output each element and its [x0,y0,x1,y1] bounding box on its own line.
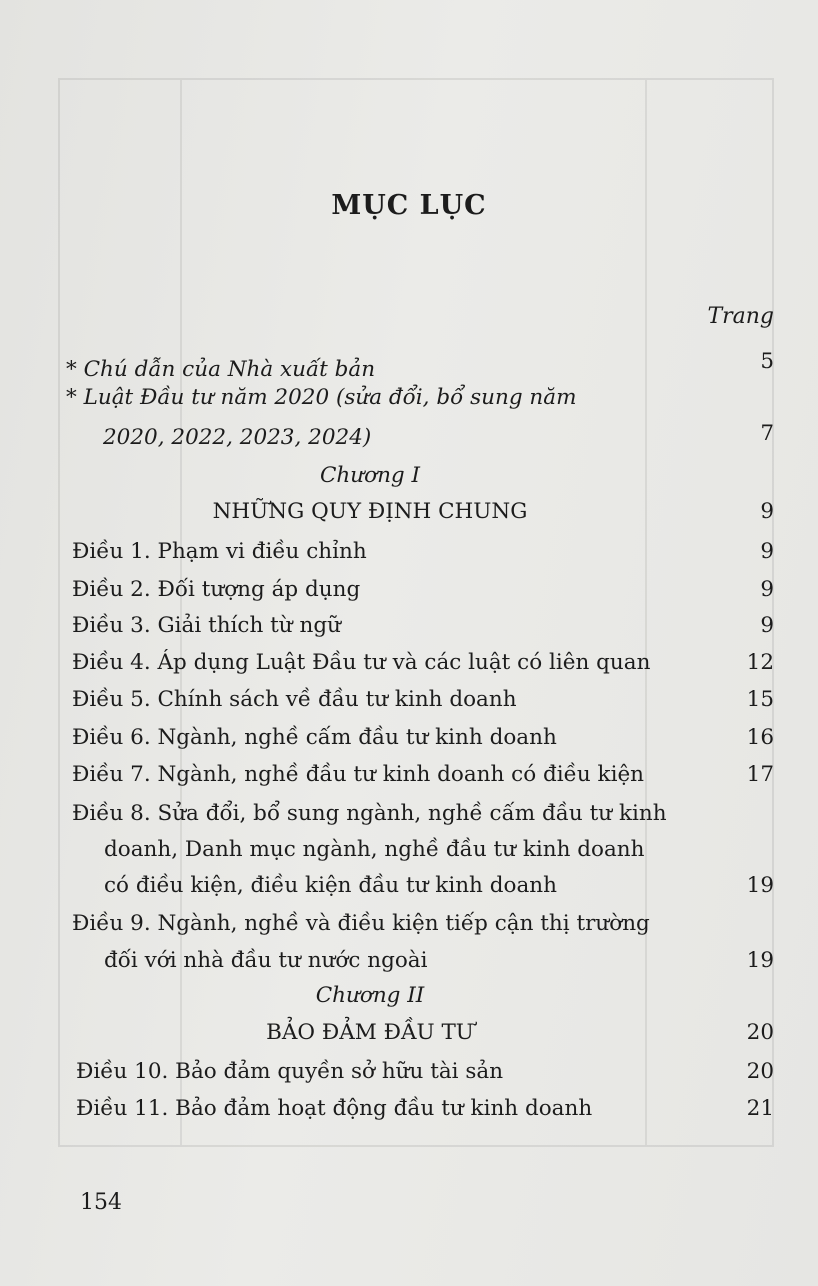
entry-text-cont: đối với nhà đầu tư nước ngoài [104,948,428,973]
entry-page: 9 [760,613,774,638]
entry-page: 15 [746,687,774,712]
entry-text: Điều 3. Giải thích từ ngữ [72,613,341,638]
toc-title: MỤC LỤC [331,190,487,221]
chapter-title: NHỮNG QUY ĐỊNH CHUNG [212,499,528,524]
entry-text: Điều 6. Ngành, nghề cấm đầu tư kinh doanh [72,725,557,750]
chapter-number: Chương II [315,983,425,1008]
entry-page: 5 [760,349,774,374]
entry-text-cont: có điều kiện, điều kiện đầu tư kinh doanh [104,873,557,898]
entry-page: 19 [746,873,774,898]
entry-text: Điều 4. Áp dụng Luật Đầu tư và các luật có liên quan [72,650,651,675]
entry-text: Điều 7. Ngành, nghề đầu tư kinh doanh có điều kiện [72,762,645,787]
entry-page: 9 [760,577,774,602]
entry-page: 16 [746,725,774,750]
entry-text: Điều 11. Bảo đảm hoạt động đầu tư kinh doanh [76,1096,593,1121]
entry-page: 9 [760,499,774,524]
entry-text: Điều 5. Chính sách về đầu tư kinh doanh [72,687,517,712]
entry-page: 17 [746,762,774,787]
entry-text-cont: 2020, 2022, 2023, 2024) [103,425,372,450]
page-column-label: Trang [707,304,774,329]
page-number: 154 [80,1190,122,1215]
entry-page: 7 [760,421,774,446]
entry-text: Điều 2. Đối tượng áp dụng [72,577,361,602]
entry-page: 12 [746,650,774,675]
entry-text: Điều 9. Ngành, nghề và điều kiện tiếp cận thị trường [72,911,650,936]
entry-text: * Chú dẫn của Nhà xuất bản [66,357,376,382]
chapter-number: Chương I [319,463,421,488]
entry-text: Điều 8. Sửa đổi, bổ sung ngành, nghề cấm đầu tư kinh [72,801,667,826]
entry-text: Điều 10. Bảo đảm quyền sở hữu tài sản [76,1059,504,1084]
entry-text-cont: doanh, Danh mục ngành, nghề đầu tư kinh doanh [104,837,645,862]
entry-page: 20 [746,1020,774,1045]
entry-text: * Luật Đầu tư năm 2020 (sửa đổi, bổ sung năm [66,385,577,410]
chapter-title: BẢO ĐẢM ĐẦU TƯ [266,1020,474,1045]
entry-text: Điều 1. Phạm vi điều chỉnh [72,539,367,564]
entry-page: 19 [746,948,774,973]
entry-page: 9 [760,539,774,564]
entry-page: 21 [746,1096,774,1121]
entry-page: 20 [746,1059,774,1084]
